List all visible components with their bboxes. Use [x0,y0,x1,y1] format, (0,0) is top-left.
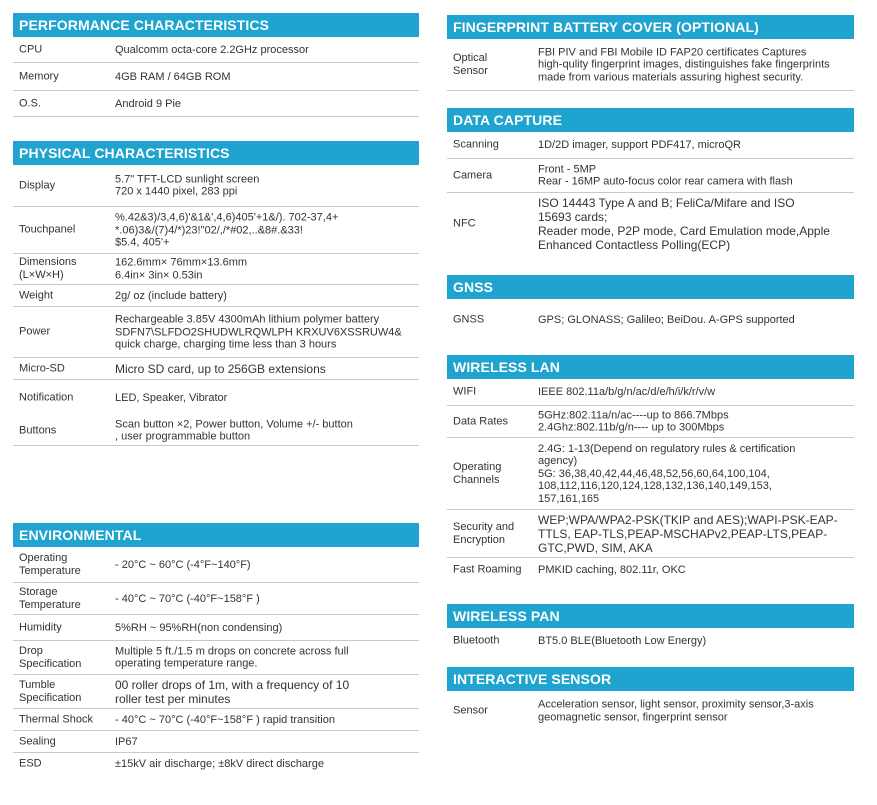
section-environmental [13,523,419,770]
spec-label: ESD [19,757,42,770]
spec-row [13,285,419,307]
spec-label: NFC [453,217,476,229]
section-header: GNSS [447,275,854,299]
spec-label: Fast Roaming [453,563,522,576]
spec-label: WIFI [453,385,477,398]
spec-value: FBI PIV and FBI Mobile ID FAP20 certificates Captures high-qulity fingerprint images, distinguishes fake fingerprints made from various materials assuring highest security. [538,45,830,83]
spec-value: - 40°C ~ 70°C (-40°F~158°F ) rapid transition [115,713,335,726]
spec-label: Operating Channels [453,460,502,486]
spec-row [447,379,854,406]
section-wireless-pan [447,604,854,647]
spec-label: Notification [19,391,74,404]
spec-value: Multiple 5 ft./1.5 m drops on concrete across full operating temperature range. [115,645,349,670]
spec-row [13,91,419,117]
spec-value: - 40°C ~ 70°C (-40°F~158°F ) [115,592,260,605]
spec-label: Security and Encryption [453,520,515,546]
spec-row [13,547,419,583]
spec-value: 2.4G: 1-13(Depend on regulatory rules & certification agency) 5G: 36,38,40,42,44,46,48,52,56,60,64,100,104, 108,112,116,120,124,128,132,136,140,149,153, 157,161,165 [538,442,796,505]
spec-value: - 20°C ~ 60°C (-4°F~140°F) [115,558,251,571]
section-header: ENVIRONMENTAL [13,523,419,547]
spec-value: PMKID caching, 802.11r, OKC [538,563,686,576]
spec-label: Touchpanel [19,223,76,236]
spec-row [447,193,854,254]
section-header: WIRELESS LAN [447,355,854,379]
spec-row [13,709,419,731]
spec-value: 4GB RAM / 64GB ROM [115,70,231,83]
spec-row [13,165,419,207]
spec-value: 2g/ oz (include battery) [115,289,227,302]
spec-value: 5.7" TFT-LCD sunlight screen 720 x 1440 pixel, 283 ppi [115,173,260,198]
section-header: WIRELESS PAN [447,604,854,628]
spec-label: Micro-SD [19,362,65,374]
section-header: INTERACTIVE SENSOR [447,667,854,691]
spec-label: Tumble Specification [19,678,82,704]
spec-label: Power [19,325,51,338]
spec-value: Scan button ×2, Power button, Volume +/- button , user programmable button [115,418,353,443]
spec-value: Qualcomm octa-core 2.2GHz processor [115,43,309,56]
spec-row [13,37,419,63]
spec-row [13,254,419,285]
spec-value: %.42&3)/3,4,6)'&1&',4,6)405'+1&/). 702-37,4+ *.06)3&/(7)4/*)23!"02/,/*#02,..&8#.&33! $5.4, 405'+ [115,211,339,249]
spec-label: Dimensions (L×W×H) [19,256,77,281]
spec-value: GPS; GLONASS; Galileo; BeiDou. A-GPS supported [538,313,795,326]
spec-label: Data Rates [453,415,509,427]
spec-label: Buttons [19,424,57,436]
section-data-capture [447,108,854,252]
spec-label: Humidity [19,621,62,633]
spec-label: Operating Temperature [19,551,81,577]
section-header: PERFORMANCE CHARACTERISTICS [13,13,419,37]
spec-value: 162.6mm× 76mm×13.6mm 6.4in× 3in× 0.53in [115,256,248,281]
spec-row [447,438,854,510]
spec-row [13,207,419,254]
spec-label: Scanning [453,138,499,151]
section-header: PHYSICAL CHARACTERISTICS [13,141,419,165]
section-gnss [447,275,854,326]
spec-row [13,416,419,446]
section-header: FINGERPRINT BATTERY COVER (OPTIONAL) [447,15,854,39]
spec-label: CPU [19,43,43,55]
spec-row [447,299,854,341]
spec-value: 00 roller drops of 1m, with a frequency of 10 roller test per minutes [115,677,350,706]
spec-value: ±15kV air discharge; ±8kV direct discharge [115,757,324,770]
spec-label: Drop Specification [19,644,82,670]
spec-value: BT5.0 BLE(Bluetooth Low Energy) [538,634,707,647]
spec-row [447,510,854,558]
spec-row [447,691,854,731]
spec-value: 5GHz:802.11a/n/ac----up to 866.7Mbps 2.4Ghz:802.11b/g/n---- up to 300Mbps [538,409,729,434]
spec-row [13,675,419,709]
spec-row [13,753,419,775]
spec-value: Front - 5MP Rear - 16MP auto-focus color rear camera with flash [538,163,793,188]
spec-value: IEEE 802.11a/b/g/n/ac/d/e/h/i/k/r/v/w [538,385,716,398]
section-header: DATA CAPTURE [447,108,854,132]
spec-value: LED, Speaker, Vibrator [115,391,228,404]
spec-row [447,406,854,438]
spec-row [13,731,419,753]
spec-row [13,358,419,380]
spec-label: O.S. [19,97,42,109]
spec-row [13,615,419,641]
spec-row [447,132,854,159]
spec-value: IP67 [115,735,138,748]
spec-label: Storage Temperature [19,585,81,611]
spec-label: Display [19,179,56,191]
spec-row [447,39,854,91]
spec-value: Acceleration sensor, light sensor, proximity sensor,3-axis geomagnetic sensor, fingerprint sensor [538,698,814,723]
spec-value: WEP;WPA/WPA2-PSK(TKIP and AES);WAPI-PSK-EAP- TTLS, EAP-TLS,PEAP-MSCHAPv2,PEAP-LTS,PEAP- GTC,PWD, SIM, AKA [538,512,838,555]
section-wireless-lan [447,355,854,576]
spec-row [13,63,419,91]
spec-label: Sealing [19,735,56,747]
spec-row [447,558,854,582]
spec-row [447,628,854,653]
spec-row [13,380,419,416]
spec-value: Micro SD card, up to 256GB extensions [115,361,326,376]
spec-value: Rechargeable 3.85V 4300mAh lithium polymer battery SDFN7\SLFDO2SHUDWLRQWLPH KRXUV6XSSRUW4& quick charge, charging time less than 3 hours [115,313,402,351]
section-physical-characteristics [13,141,419,443]
spec-row [13,583,419,615]
spec-value: 1D/2D imager, support PDF417, microQR [538,138,741,151]
spec-label: GNSS [453,313,485,326]
spec-label: Weight [19,289,54,301]
spec-label: Bluetooth [453,634,500,646]
section-interactive-sensor [447,667,854,723]
spec-label: Optical Sensor [453,51,488,77]
section-fingerprint-battery-cover-optional [447,15,854,83]
spec-label: Camera [453,169,493,181]
spec-row [447,159,854,193]
spec-value: 5%RH ~ 95%RH(non condensing) [115,621,283,634]
spec-row [13,307,419,358]
spec-label: Sensor [453,704,488,717]
spec-value: ISO 14443 Type A and B; FeliCa/Mifare and ISO 15693 cards; Reader mode, P2P mode, Card Emulation mode,Apple Enhanced Contactless Polling(ECP) [538,195,830,252]
section-performance-characteristics [13,13,419,110]
spec-label: Memory [19,70,59,82]
spec-value: Android 9 Pie [115,97,182,110]
spec-label: Thermal Shock [19,713,93,725]
spec-row [13,641,419,675]
